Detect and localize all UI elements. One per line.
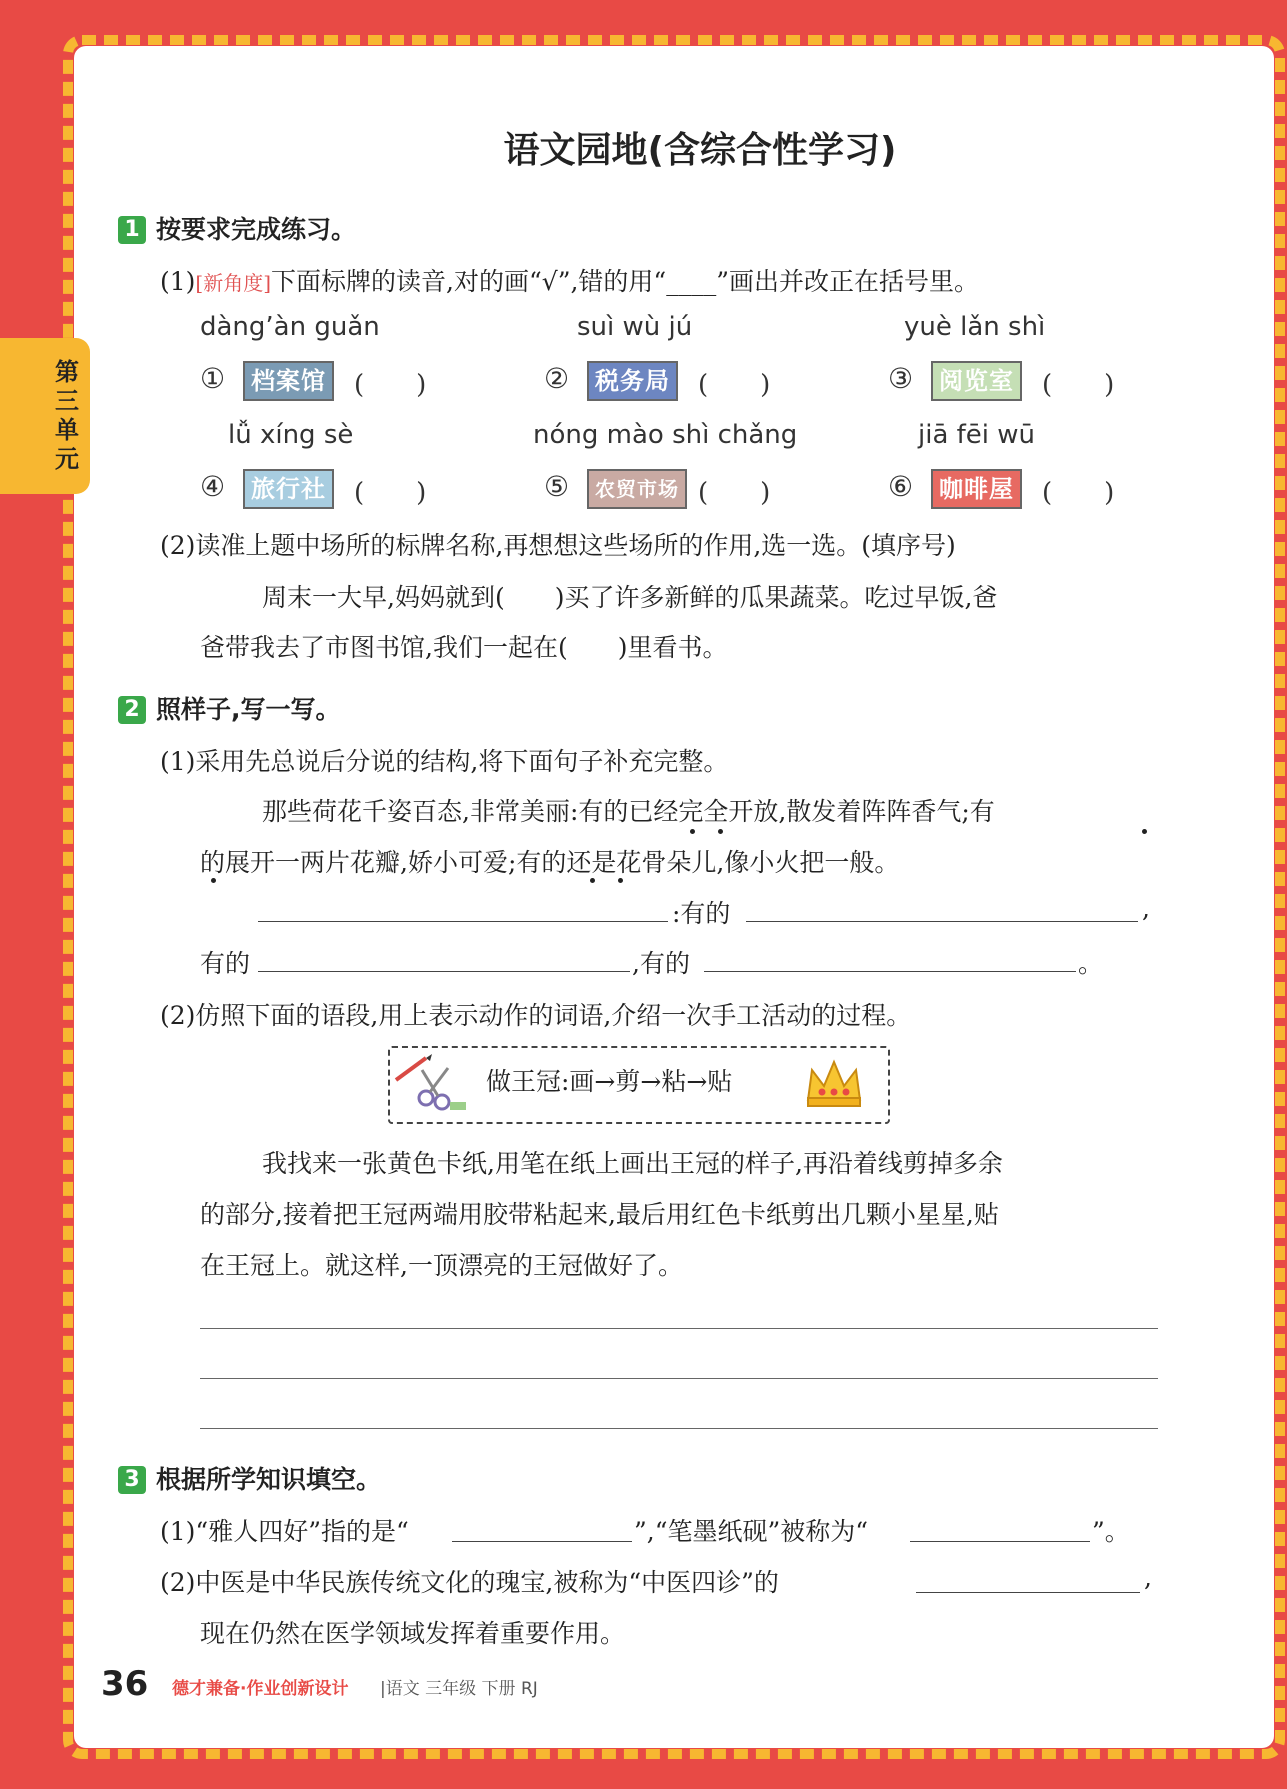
crown-icon <box>804 1054 864 1110</box>
s2-para-line2: 的部分,接着把王冠两端用胶带粘起来,最后用红色卡纸剪出几颗小星星,贴 <box>200 1200 999 1229</box>
pinyin-6: jiā fēi wū <box>918 420 1036 450</box>
emphasis-dot <box>590 878 595 883</box>
fill-blank-bimo[interactable] <box>910 1541 1090 1542</box>
emphasis-dot <box>690 829 695 834</box>
answer-paren-2[interactable]: ( ) <box>698 370 771 400</box>
s2-q1-line1: 那些荷花千姿百态,非常美丽:有的已经完全开放,散发着阵阵香气;有 <box>262 797 995 826</box>
s3-q2-b: , <box>1144 1563 1152 1592</box>
new-angle-tag: [新角度] <box>195 271 272 295</box>
section-2-title: 照样子,写一写。 <box>156 695 341 724</box>
section-1-number: 1 <box>118 216 146 244</box>
circle-num-6: ⑥ <box>888 470 914 503</box>
sign-farmers-market: 农贸市场 <box>587 469 687 509</box>
pinyin-3: yuè lǎn shì <box>904 312 1046 342</box>
s1-q2-line1: 周末一大早,妈妈就到( )买了许多新鲜的瓜果蔬菜。吃过早饭,爸 <box>262 583 998 612</box>
s2-para-line1: 我找来一张黄色卡纸,用笔在纸上画出王冠的样子,再沿着线剪掉多余 <box>262 1149 1003 1178</box>
section-1-heading <box>118 210 356 246</box>
sign-cafe: 咖啡屋 <box>931 469 1022 509</box>
footer-book-info: |语文 三年级 下册 RJ <box>380 1679 538 1699</box>
fill-colon-label: :有的 <box>672 899 731 928</box>
s3-q1-b: ”,“笔墨纸砚”被称为“ <box>634 1517 869 1546</box>
answer-paren-5[interactable]: ( ) <box>698 478 771 508</box>
page-title: 语文园地(含综合性学习) <box>503 130 897 171</box>
circle-num-5: ⑤ <box>544 470 570 503</box>
sign-reading-room: 阅览室 <box>931 361 1022 401</box>
pinyin-2: suì wù jú <box>577 312 693 342</box>
fill-comma: , <box>1142 894 1150 923</box>
section-3-number: 3 <box>118 1466 146 1494</box>
emphasis-dot <box>211 878 216 883</box>
writing-line-3[interactable] <box>200 1428 1158 1429</box>
s2-q1-line2: 的展开一两片花瓣,娇小可爱;有的还是花骨朵儿,像小火把一般。 <box>200 848 900 877</box>
section-2-heading <box>118 690 341 726</box>
scissors-pencil-icon <box>392 1050 470 1116</box>
fill-blank-sizhen[interactable] <box>916 1592 1140 1593</box>
s1-q2: (2)读准上题中场所的标牌名称,再想想这些场所的作用,选一选。(填序号) <box>160 531 956 560</box>
emphasis-dot <box>718 829 723 834</box>
s1-q2-line2: 爸带我去了市图书馆,我们一起在( )里看书。 <box>200 633 728 662</box>
sign-archive: 档案馆 <box>243 361 334 401</box>
fill-blank-1[interactable] <box>258 921 668 922</box>
s2-q2: (2)仿照下面的语段,用上表示动作的词语,介绍一次手工活动的过程。 <box>160 1001 912 1030</box>
fill-blank-4[interactable] <box>704 971 1076 972</box>
circle-num-4: ④ <box>200 470 226 503</box>
answer-paren-4[interactable]: ( ) <box>354 478 427 508</box>
answer-paren-6[interactable]: ( ) <box>1042 478 1115 508</box>
pinyin-5: nóng mào shì chǎng <box>533 420 798 450</box>
answer-paren-3[interactable]: ( ) <box>1042 370 1115 400</box>
circle-num-2: ② <box>544 362 570 395</box>
page-number: 36 <box>101 1664 149 1704</box>
section-3-heading <box>118 1460 381 1496</box>
s3-q2-line2: 现在仍然在医学领域发挥着重要作用。 <box>200 1619 626 1648</box>
circle-num-1: ① <box>200 362 226 395</box>
s2-para-line3: 在王冠上。就这样,一顶漂亮的王冠做好了。 <box>200 1251 683 1280</box>
fill-blank-yaren[interactable] <box>452 1541 632 1542</box>
s2-q1: (1)采用先总说后分说的结构,将下面句子补充完整。 <box>160 747 729 776</box>
section-2-number: 2 <box>118 696 146 724</box>
section-1-title: 按要求完成练习。 <box>156 215 357 244</box>
answer-paren-1[interactable]: ( ) <box>354 370 427 400</box>
footer-brand: 德才兼备·作业创新设计 <box>172 1679 349 1699</box>
s3-q2-a: (2)中医是中华民族传统文化的瑰宝,被称为“中医四诊”的 <box>160 1568 779 1597</box>
pinyin-4: lǚ xíng sè <box>228 420 354 450</box>
sign-travel-agency: 旅行社 <box>243 469 334 509</box>
s3-q1-a: (1)“雅人四好”指的是“ <box>160 1517 409 1546</box>
fill-youde-label-2: ,有的 <box>632 949 690 978</box>
writing-line-2[interactable] <box>200 1378 1158 1379</box>
s1-q1-line: (1)[新角度]下面标牌的读音,对的画“√”,错的用“____”画出并改正在括号里。 <box>160 267 979 296</box>
fill-blank-2[interactable] <box>746 921 1138 922</box>
fill-end: 。 <box>1078 949 1104 978</box>
emphasis-dot <box>1142 829 1147 834</box>
pinyin-1: dàng’àn guǎn <box>200 312 380 342</box>
fill-youde-label: 有的 <box>200 949 251 978</box>
sign-tax-bureau: 税务局 <box>587 361 678 401</box>
fill-blank-3[interactable] <box>258 971 630 972</box>
emphasis-dot <box>618 878 623 883</box>
writing-line-1[interactable] <box>200 1328 1158 1329</box>
unit-tab: 第三单元 <box>0 338 90 494</box>
s3-q1-c: ”。 <box>1092 1517 1130 1546</box>
circle-num-3: ③ <box>888 362 914 395</box>
example-text: 做王冠:画→剪→粘→贴 <box>486 1067 733 1096</box>
section-3-title: 根据所学知识填空。 <box>156 1465 382 1494</box>
